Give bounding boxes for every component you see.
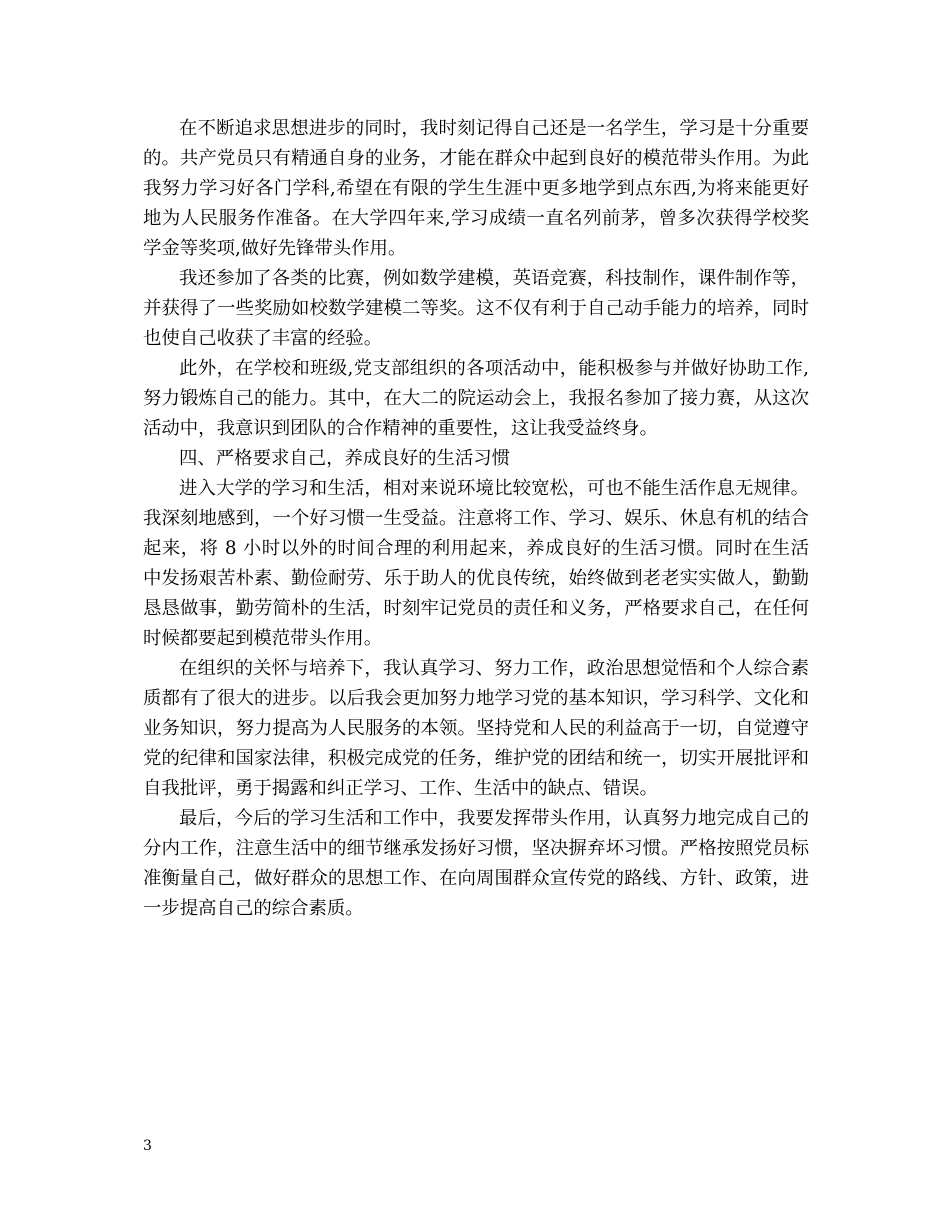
paragraph-conclusion: 最后，今后的学习生活和工作中，我要发挥带头作用，认真努力地完成自己的分内工作，注意生活中的细节继承发扬好习惯，坚决摒弃坏习惯。严格按照党员标准衡量自己，做好群众的思想工作、在向周围群众宣传党的路线、方针、政策，进一步提高自己的综合素质。 xyxy=(143,808,809,919)
paragraph-habits: 进入大学的学习和生活，相对来说环境比较宽松，可也不能生活作息无规律。我深刻地感到，一个好习惯一生受益。注意将工作、学习、娱乐、休息有机的结合起来，将 8 小时以外的时间合理的利用起来，养成良好的生活习惯。同时在生活中发扬艰苦朴素、勤俭耐劳、乐于助人的优良传统，始终做到老老实实做人，勤勤恳恳做事，勤劳简朴的生活，时刻牢记党员的责任和义务，严格要求自己，在任何时候都要起到模范带头作用。 xyxy=(143,478,809,649)
section-heading-habits: 四、严格要求自己，养成良好的生活习惯 xyxy=(179,448,511,469)
paragraph-progress: 在组织的关怀与培养下，我认真学习、努力工作，政治思想觉悟和个人综合素质都有了很大的进步。以后我会更加努力地学习党的基本知识，学习科学、文化和业务知识，努力提高为人民服务的本领。坚持党和人民的利益高于一切，自觉遵守党的纪律和国家法律，积极完成党的任务，维护党的团结和统一，切实开展批评和自我批评，勇于揭露和纠正学习、工作、生活中的缺点、错误。 xyxy=(143,658,809,799)
document-body xyxy=(143,114,809,924)
paragraph-activities: 此外，在学校和班级,党支部组织的各项活动中，能积极参与并做好协助工作,努力锻炼自己的能力。其中，在大二的院运动会上，我报名参加了接力赛，从这次活动中，我意识到团队的合作精神的重要性，这让我受益终身。 xyxy=(143,358,809,439)
paragraph-study: 在不断追求思想进步的同时，我时刻记得自己还是一名学生，学习是十分重要的。共产党员只有精通自身的业务，才能在群众中起到良好的模范带头作用。为此我努力学习好各门学科,希望在有限的学生生涯中更多地学到点东西,为将来能更好地为人民服务作准备。在大学四年来,学习成绩一直名列前茅，曾多次获得学校奖学金等奖项,做好先锋带头作用。 xyxy=(143,118,809,259)
page-number: 3 xyxy=(143,1138,152,1154)
paragraph-competitions: 我还参加了各类的比赛，例如数学建模，英语竞赛，科技制作，课件制作等，并获得了一些奖励如校数学建模二等奖。这不仅有利于自己动手能力的培养，同时也使自己收获了丰富的经验。 xyxy=(143,268,809,349)
